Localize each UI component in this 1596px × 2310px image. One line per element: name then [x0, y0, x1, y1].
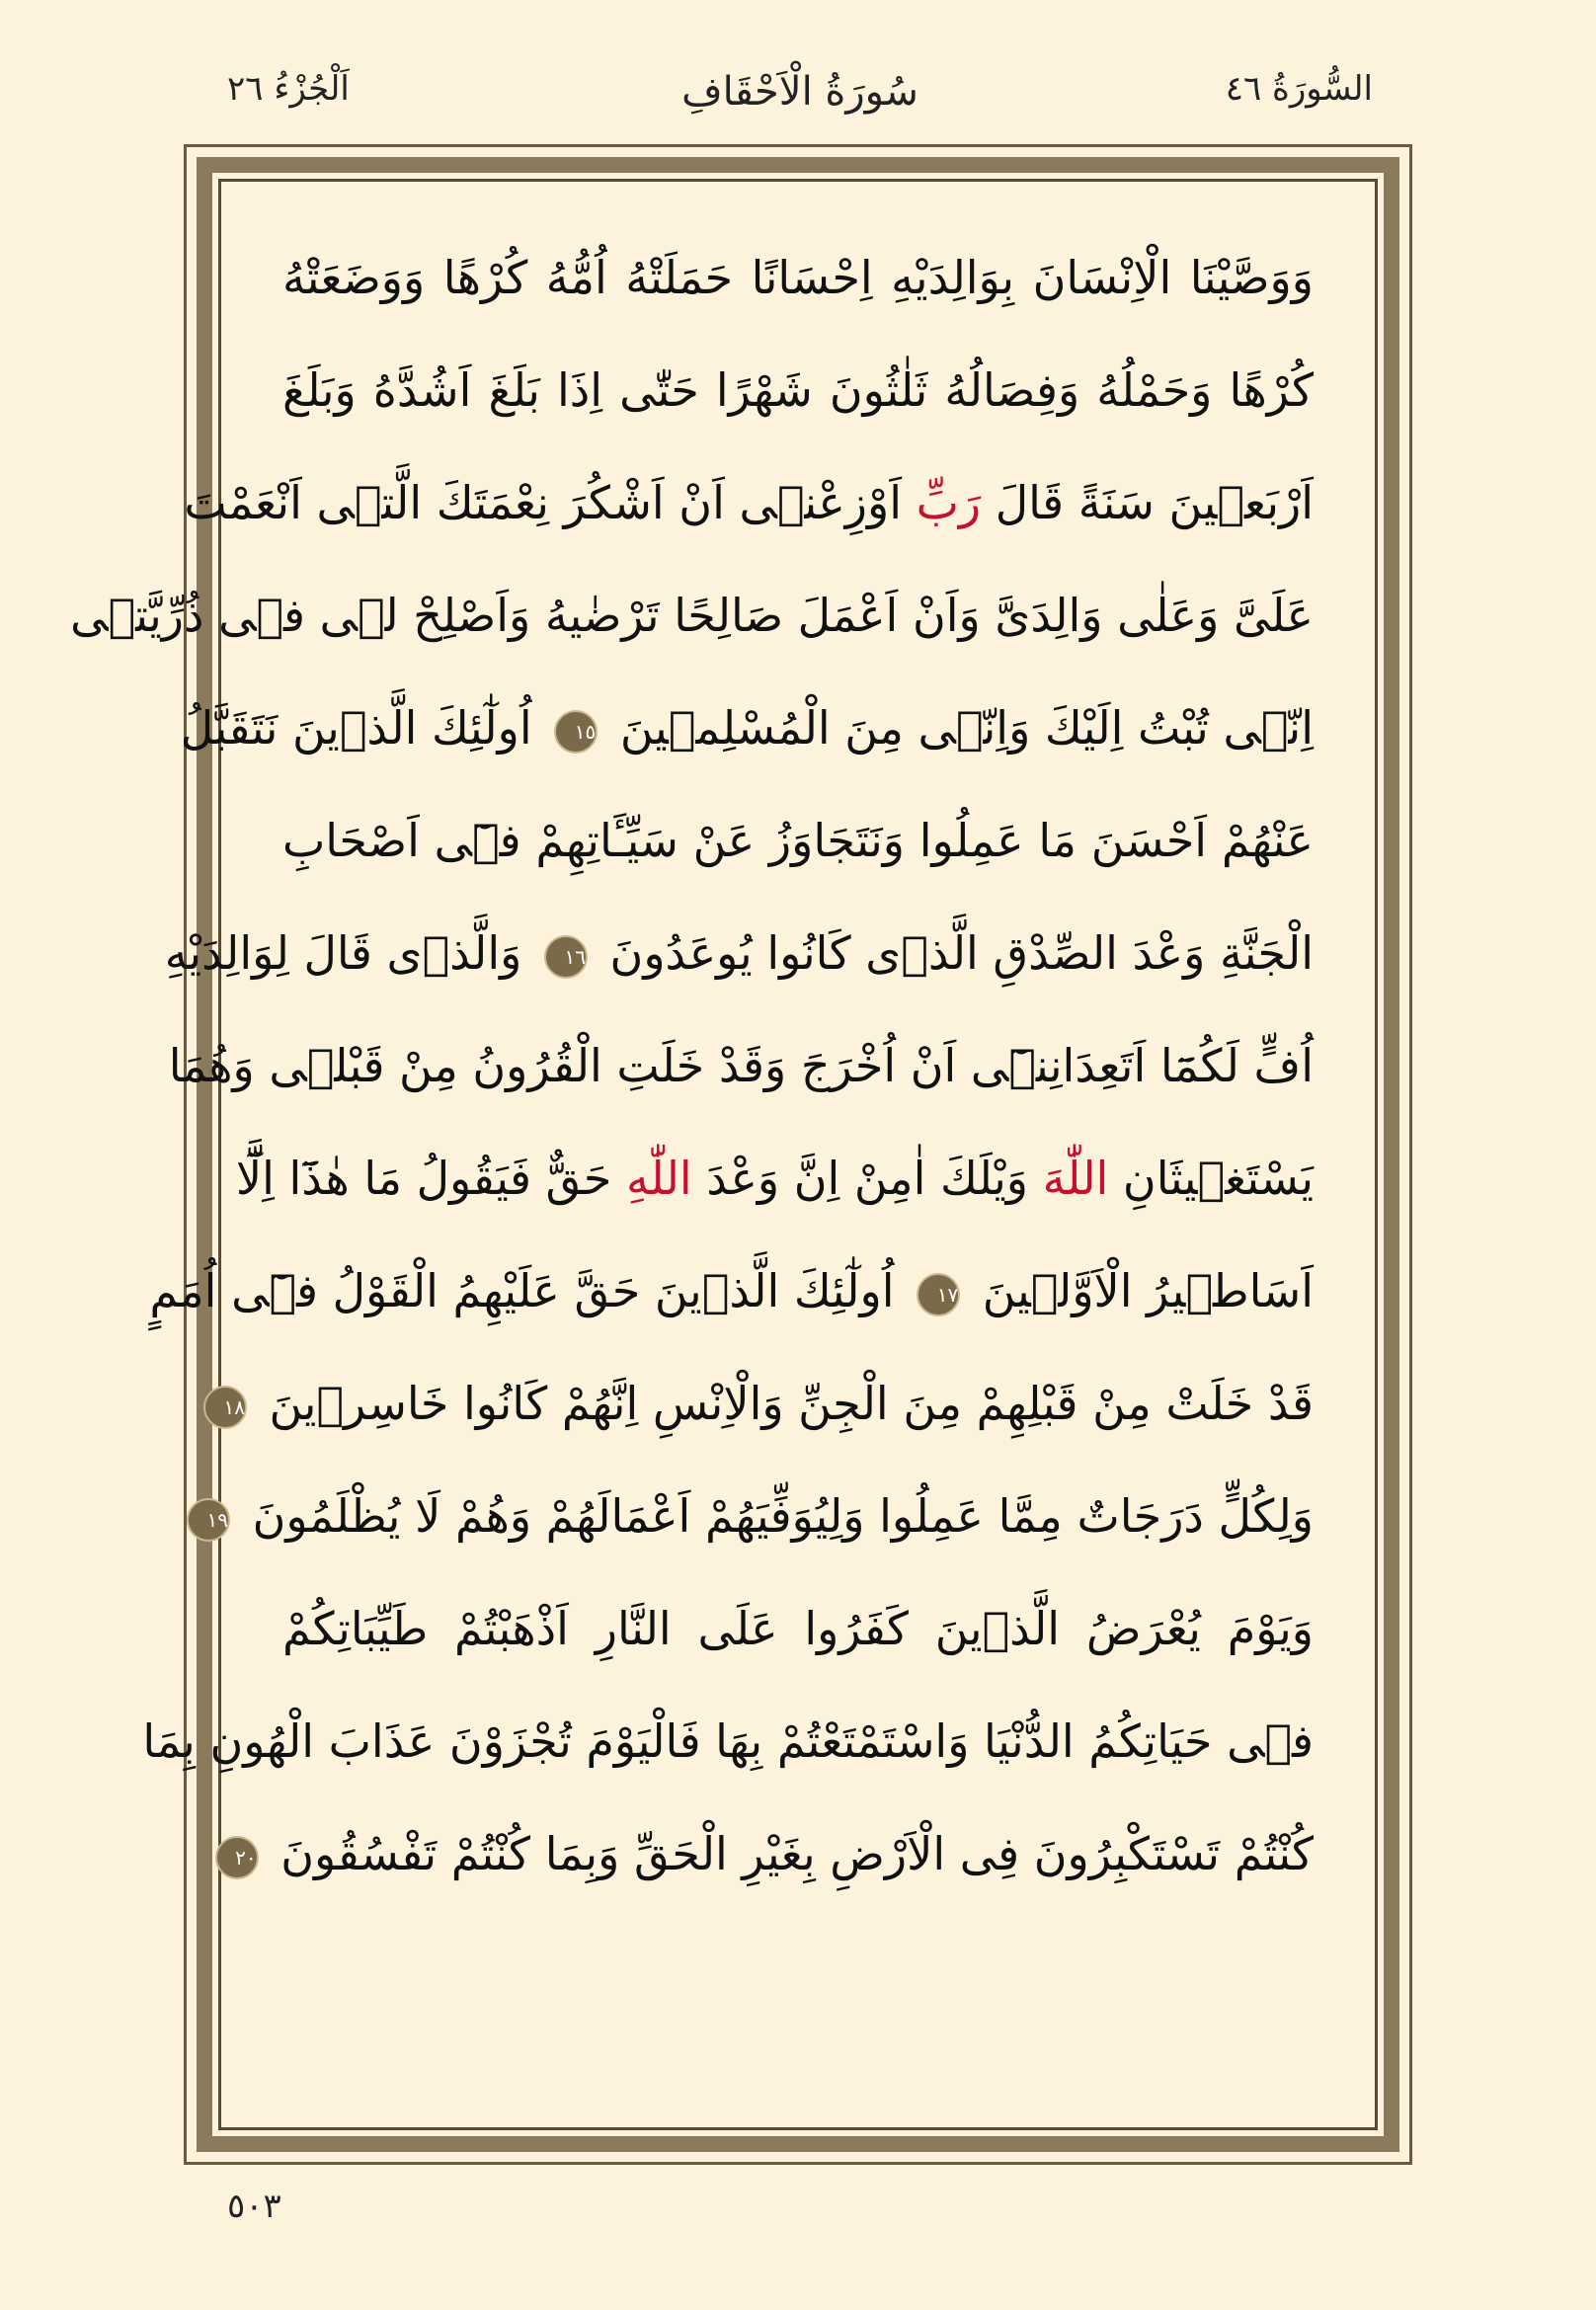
text-line [164, 897, 1314, 1009]
verse-segment: اَسَاطٖيرُ الْاَوَّلٖينَ [968, 1264, 1314, 1317]
ayah-number-marker: ٢٠ [215, 1836, 259, 1879]
divine-name: اللّٰهِ [625, 1152, 692, 1205]
text-area [70, 179, 1378, 2130]
text-line [206, 1460, 1314, 1572]
verse-segment: اَوْزِعْنٖى اَنْ اَشْكُرَ نِعْمَتَكَ الَّتٖى اَنْعَمْتَ [184, 476, 917, 529]
verse-segment: اُولٰٓئِكَ الَّذٖينَ حَقَّ عَلَيْهِمُ الْقَوْلُ فٖٓى اُمَمٍ [149, 1264, 910, 1317]
verse-segment: اُفٍّ لَكُمَٓا اَتَعِدَانِنٖٓى اَنْ اُخْرَجَ وَقَدْ خَلَتِ الْقُرُونُ مِنْ قَبْلٖى وَهُمَا [168, 1039, 1314, 1092]
verse-segment: وَلِكُلٍّ دَرَجَاتٌ مِمَّا عَمِلُوا وَلِيُوَفِّيَهُمْ اَعْمَالَهُمْ وَهُمْ لَا يُظْلَمُونَ [237, 1489, 1314, 1543]
text-line [282, 1572, 1314, 1685]
verse-segment: وَوَصَّيْنَا الْاِنْسَانَ بِوَالِدَيْهِ اِحْسَانًا حَمَلَتْهُ اُمُّهُ كُرْهًا وَوَضَعَتْهُ [282, 251, 1314, 304]
verse-segment: فٖى حَيَاتِكُمُ الدُّنْيَا وَاسْتَمْتَعْتُمْ بِهَا فَالْيَوْمَ تُجْزَوْنَ عَذَابَ الْهُونِ بِمَا [142, 1714, 1314, 1768]
text-line [223, 1347, 1314, 1460]
text-line [282, 784, 1314, 897]
divine-name: رَبِّ [916, 476, 982, 529]
text-line [235, 1122, 1314, 1235]
verse-segment: اِنّٖى تُبْتُ اِلَيْكَ وَاِنّٖى مِنَ الْمُسْلِمٖينَ [605, 701, 1314, 755]
page-frame [70, 144, 1412, 2165]
text-line [142, 1685, 1314, 1797]
verse-segment: اُولٰٓئِكَ الَّذٖينَ نَتَقَبَّلُ [180, 701, 547, 755]
ayah-number-marker: ١٥ [554, 710, 598, 754]
text-line [235, 1797, 1314, 1910]
verse-segment: يَسْتَغٖيثَانِ [1108, 1152, 1314, 1205]
verse-segment: قَدْ خَلَتْ مِنْ قَبْلِهِمْ مِنَ الْجِنِّ وَالْاِنْسِ اِنَّهُمْ كَانُوا خَاسِرٖينَ [254, 1377, 1314, 1430]
text-line [282, 334, 1314, 446]
verse-segment: عَنْهُمْ اَحْسَنَ مَا عَمِلُوا وَنَتَجَاوَزُ عَنْ سَيِّـَٔاتِهِمْ فٖٓى اَصْحَابِ [282, 814, 1314, 867]
page-header [227, 69, 1373, 128]
ayah-number-marker: ١٩ [187, 1498, 230, 1542]
text-line [184, 446, 1314, 559]
juz-number: اَلْجُزْءُ ٢٦ [227, 69, 350, 109]
text-line [282, 221, 1314, 334]
text-line [149, 1235, 1314, 1347]
verse-segment: كُرْهًا وَحَمْلُهُ وَفِصَالُهُ ثَلٰثُونَ شَهْرًا حَتّٰى اِذَا بَلَغَ اَشُدَّهُ وَبَلَغَ [282, 363, 1314, 417]
verse-segment: عَلَىَّ وَعَلٰى وَالِدَىَّ وَاَنْ اَعْمَلَ صَالِحًا تَرْضٰيهُ وَاَصْلِحْ لٖى فٖى ذُرِّيَّتٖى [70, 589, 1314, 642]
surah-name: سُورَةُ الْاَحْقَافِ [681, 69, 918, 115]
ayah-number-marker: ١٧ [917, 1273, 960, 1316]
text-line [70, 559, 1314, 672]
surah-number: السُّورَةُ ٤٦ [1225, 69, 1373, 109]
verse-segment: كُنْتُمْ تَسْتَكْبِرُونَ فِى الْاَرْضِ بِغَيْرِ الْحَقِّ وَبِمَا كُنْتُمْ تَفْسُقُونَ [266, 1827, 1314, 1880]
verse-segment: وَالَّذٖى قَالَ لِوَالِدَيْهِ [164, 926, 536, 980]
verse-segment: وَيْلَكَ اٰمِنْ اِنَّ وَعْدَ [691, 1152, 1043, 1205]
verse-segment: اَرْبَعٖينَ سَنَةً قَالَ [981, 476, 1314, 529]
verse-text [70, 221, 1314, 2088]
ayah-number-marker: ١٦ [544, 935, 588, 979]
ayah-number-marker: ١٨ [203, 1386, 247, 1429]
verse-segment: الْجَنَّةِ وَعْدَ الصِّدْقِ الَّذٖى كَانُوا يُوعَدُونَ [595, 926, 1314, 980]
verse-segment: حَقٌّ فَيَقُولُ مَا هٰذَٓا اِلَّٓا [235, 1152, 626, 1205]
frame-border [70, 157, 1399, 2152]
verse-segment: وَيَوْمَ يُعْرَضُ الَّذٖينَ كَفَرُوا عَلَى النَّارِ اَذْهَبْتُمْ طَيِّبَاتِكُمْ [282, 1602, 1314, 1655]
divine-name: اللّٰهَ [1042, 1152, 1109, 1205]
text-line [180, 672, 1314, 784]
text-line [168, 1009, 1314, 1122]
page-number: ٥٠٣ [227, 2187, 281, 2226]
